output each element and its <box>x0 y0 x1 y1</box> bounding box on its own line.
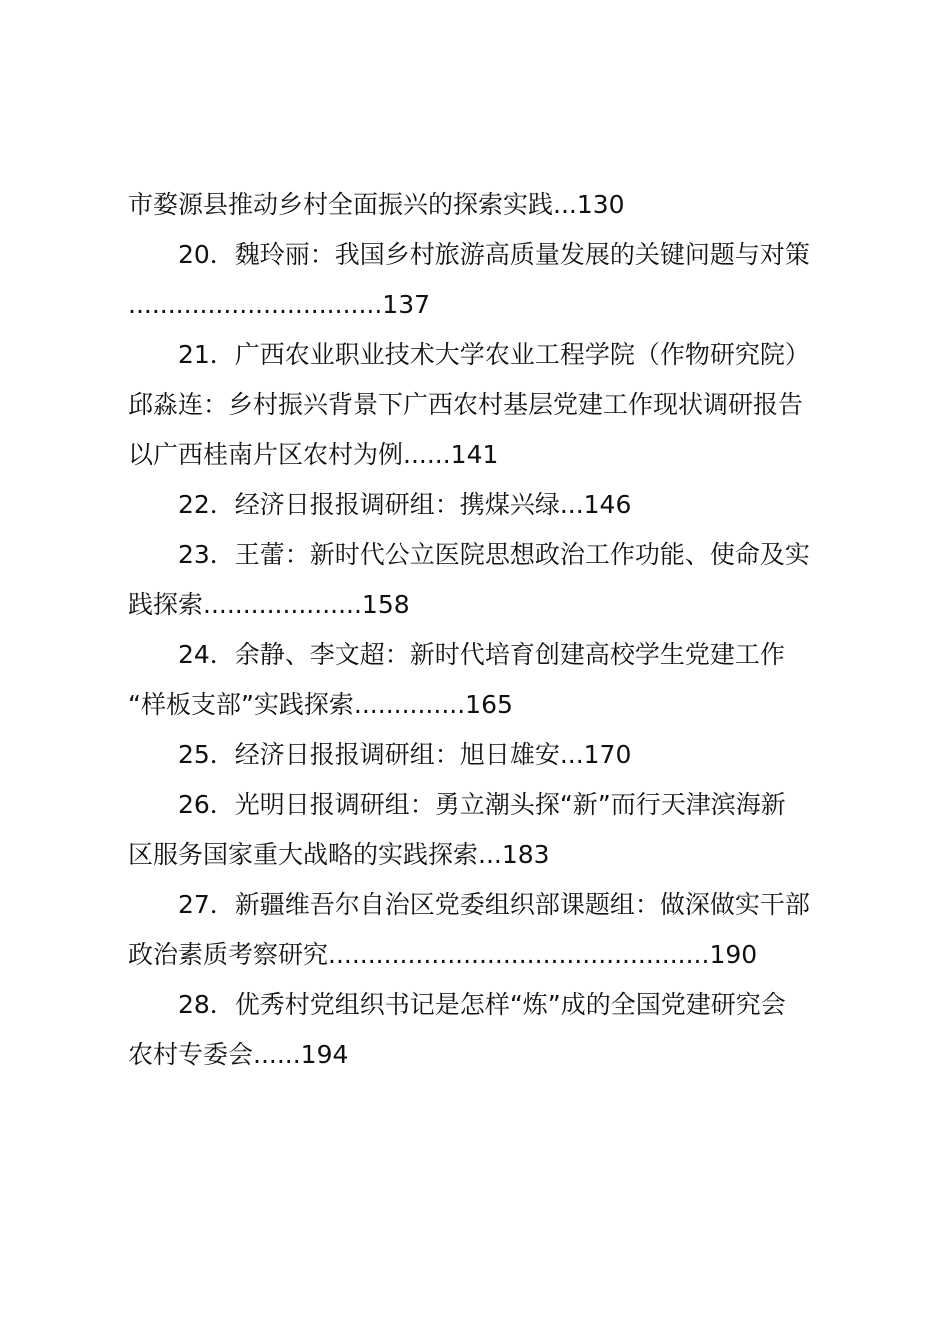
toc-entry-26: 26．光明日报调研组：勇立潮头探“新”而行天津滨海新 <box>178 790 786 819</box>
toc-line: 邱淼连：乡村振兴背景下广西农村基层党建工作现状调研报告 <box>128 390 804 419</box>
toc-line: “样板支部”实践探索..............165 <box>128 690 513 719</box>
toc-line: 农村专委会......194 <box>128 1040 349 1069</box>
toc-line: 政治素质考察研究................................................190 <box>128 940 758 969</box>
toc-entry-25: 25．经济日报报调研组：旭日雄安...170 <box>178 740 632 769</box>
table-of-contents <box>128 180 832 1080</box>
toc-entry-28: 28．优秀村党组织书记是怎样“炼”成的全国党建研究会 <box>178 990 786 1019</box>
toc-line: 践探索....................158 <box>128 590 410 619</box>
toc-line: ................................137 <box>128 290 431 319</box>
toc-entry-23: 23．王蕾：新时代公立医院思想政治工作功能、使命及实 <box>178 540 810 569</box>
toc-line: 以广西桂南片区农村为例......141 <box>128 440 499 469</box>
toc-entry-20: 20．魏玲丽：我国乡村旅游高质量发展的关键问题与对策 <box>178 240 810 269</box>
toc-entry-22: 22．经济日报报调研组：携煤兴绿...146 <box>178 490 632 519</box>
toc-entry-27: 27．新疆维吾尔自治区党委组织部课题组：做深做实干部 <box>178 890 810 919</box>
toc-entry-24: 24．余静、李文超：新时代培育创建高校学生党建工作 <box>178 640 785 669</box>
toc-entry-21: 21．广西农业职业技术大学农业工程学院（作物研究院） <box>178 340 810 369</box>
toc-line: 市婺源县推动乡村全面振兴的探索实践...130 <box>128 190 625 219</box>
toc-line: 区服务国家重大战略的实践探索...183 <box>128 840 550 869</box>
